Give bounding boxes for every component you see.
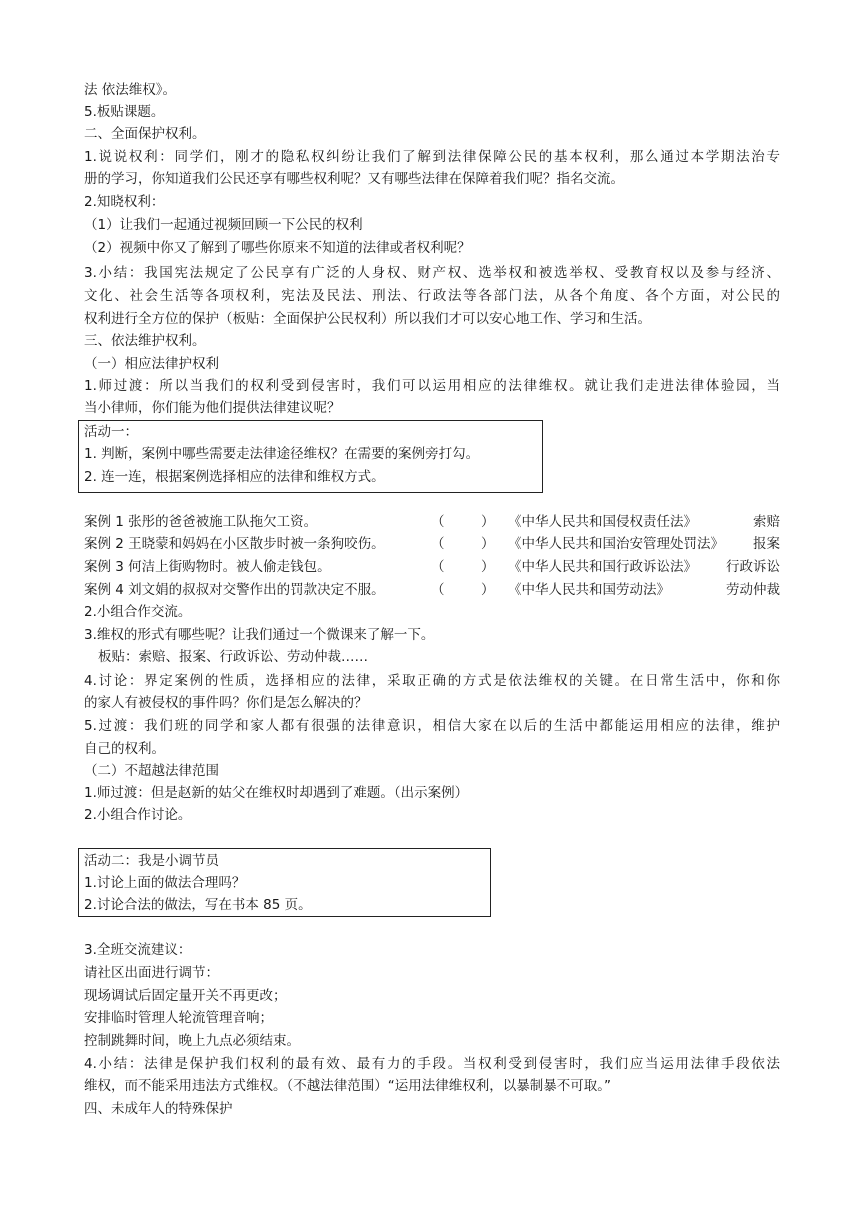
text-line: 1.师过渡：所以当我们的权利受到侵害时，我们可以运用相应的法律维权。就让我们走进法律体验园，当: [84, 378, 780, 394]
check-bracket-open[interactable]: （: [431, 514, 445, 530]
remedy-method: 索赔: [753, 514, 780, 530]
text-line: 2.知晓权利：: [84, 194, 165, 210]
law-name: 《中华人民共和国行政诉讼法》: [508, 559, 697, 575]
text-line: 3.全班交流建议：: [84, 942, 192, 958]
check-bracket-open[interactable]: （: [431, 536, 445, 552]
activity-one-title: 活动一：: [84, 424, 138, 440]
case-text: 案例 2 王晓蒙和妈妈在小区散步时被一条狗咬伤。: [84, 536, 385, 552]
text-line: 的家人有被侵权的事件吗？你们是怎么解决的？: [84, 695, 368, 711]
remedy-method: 报案: [753, 536, 780, 552]
check-bracket-close[interactable]: ）: [481, 514, 495, 530]
text-line: 当小律师，你们能为他们提供法律建议呢？: [84, 400, 341, 416]
case-row: [84, 579, 780, 601]
text-line: 2.小组合作交流。: [84, 604, 192, 620]
text-line: （2）视频中你又了解到了哪些你原来不知道的法律或者权利呢？: [84, 240, 471, 256]
text-line: 2.小组合作讨论。: [84, 807, 192, 823]
case-row: [84, 533, 780, 555]
activity-one-item: 1. 判断，案例中哪些需要走法律途径维权？在需要的案例旁打勾。: [84, 446, 480, 462]
law-name: 《中华人民共和国劳动法》: [508, 582, 670, 598]
text-line: 控制跳舞时间，晚上九点必须结束。: [84, 1033, 300, 1049]
activity-two-item: 2.讨论合法的做法，写在书本 85 页。: [84, 897, 312, 913]
text-line: 1.说说权利：同学们，刚才的隐私权纠纷让我们了解到法律保障公民的基本权利，那么通过本学期法治专: [84, 149, 780, 165]
activity-two-item: 1.讨论上面的做法合理吗？: [84, 875, 246, 891]
text-line: 3.维权的形式有哪些呢？让我们通过一个微课来了解一下。: [84, 627, 435, 643]
case-row: [84, 556, 780, 578]
law-name: 《中华人民共和国侵权责任法》: [508, 514, 697, 530]
text-line: 4.讨论：界定案例的性质，选择相应的法律，采取正确的方式是依法维权的关键。在日常生活中，你和你: [84, 673, 780, 689]
case-text: 案例 1 张彤的爸爸被施工队拖欠工资。: [84, 514, 318, 530]
text-line: 3.小结：我国宪法规定了公民享有广泛的人身权、财产权、选举权和被选举权、受教育权以及参与经济、: [84, 265, 780, 281]
remedy-method: 劳动仲裁: [726, 582, 780, 598]
text-line: 维权，而不能采用违法方式维权。（不越法律范围）“运用法律维权利，以暴制暴不可取。”: [84, 1078, 611, 1094]
check-bracket-open[interactable]: （: [431, 559, 445, 575]
check-bracket-close[interactable]: ）: [481, 536, 495, 552]
section-heading: 三、依法维护权利。: [84, 333, 206, 349]
subsection-heading: （一）相应法律护权利: [84, 356, 219, 372]
text-line: 权利进行全方位的保护（板贴：全面保护公民权利）所以我们才可以安心地工作、学习和生活。: [84, 311, 651, 327]
text-line: 法 依法维权》。: [84, 82, 177, 98]
case-row: [84, 511, 780, 533]
case-text: 案例 3 何洁上街购物时。被人偷走钱包。: [84, 559, 331, 575]
check-bracket-close[interactable]: ）: [481, 582, 495, 598]
text-line: 安排临时管理人轮流管理音响；: [84, 1010, 273, 1026]
activity-two-title: 活动二：我是小调节员: [84, 853, 219, 869]
text-line: 自己的权利。: [84, 741, 165, 757]
text-line: 册的学习，你知道我们公民还享有哪些权利呢？又有哪些法律在保障着我们呢？指名交流。: [84, 171, 624, 187]
text-line: 4.小结：法律是保护我们权利的最有效、最有力的手段。当权利受到侵害时，我们应当运用法律手段依法: [84, 1056, 780, 1072]
text-line: 请社区出面进行调节：: [84, 965, 219, 981]
text-line: （1）让我们一起通过视频回顾一下公民的权利: [84, 217, 363, 233]
section-heading: 四、未成年人的特殊保护: [84, 1101, 233, 1117]
text-line: 文化、社会生活等各项权利，宪法及民法、刑法、行政法等各部门法，从各个角度、各个方面，对公民的: [84, 288, 780, 304]
text-line: 5.板贴课题。: [84, 104, 165, 120]
section-heading: 二、全面保护权利。: [84, 126, 206, 142]
activity-one-item: 2. 连一连，根据案例选择相应的法律和维权方式。: [84, 469, 385, 485]
text-line: 5.过渡：我们班的同学和家人都有很强的法律意识，相信大家在以后的生活中都能运用相应的法律，维护: [84, 718, 780, 734]
case-text: 案例 4 刘文娟的叔叔对交警作出的罚款决定不服。: [84, 582, 385, 598]
check-bracket-close[interactable]: ）: [481, 559, 495, 575]
text-line: 现场调试后固定量开关不再更改；: [84, 988, 287, 1004]
board-note: 板贴：索赔、报案、行政诉讼、劳动仲裁……: [98, 649, 368, 665]
law-name: 《中华人民共和国治安管理处罚法》: [508, 536, 724, 552]
subsection-heading: （二）不超越法律范围: [84, 763, 219, 779]
text-line: 1.师过渡：但是赵新的姑父在维权时却遇到了难题。（出示案例）: [84, 785, 469, 801]
remedy-method: 行政诉讼: [726, 559, 780, 575]
check-bracket-open[interactable]: （: [431, 582, 445, 598]
